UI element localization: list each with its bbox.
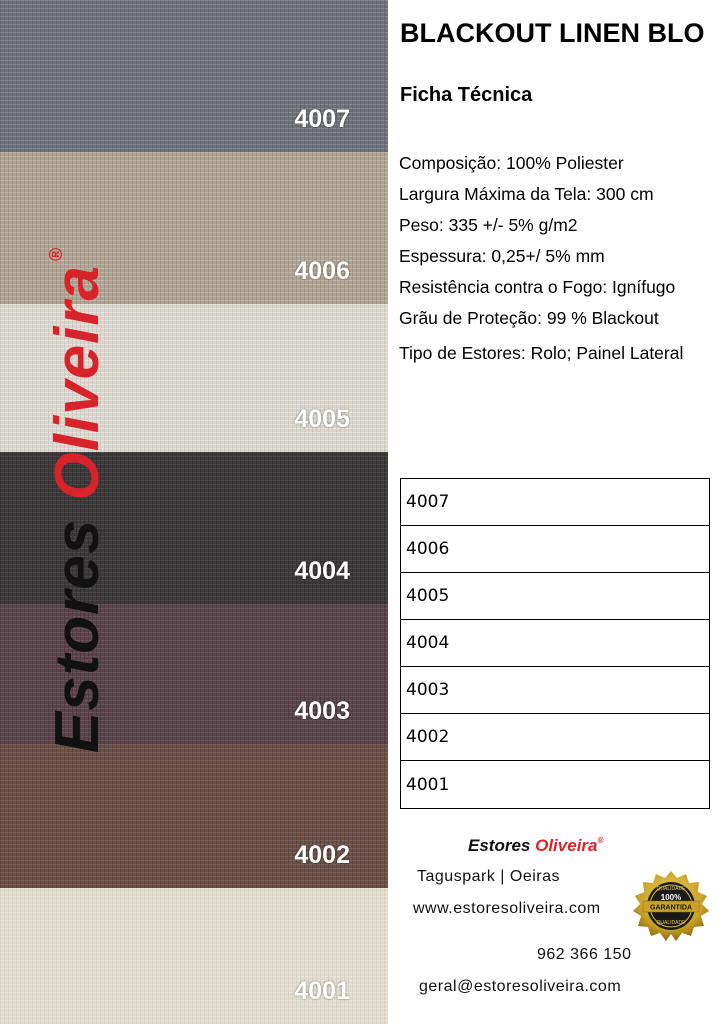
registered-mark: ® — [46, 246, 66, 262]
brand-word-oliveira: Oliveira — [43, 265, 112, 501]
swatch-code: 4001 — [294, 977, 350, 1005]
footer-registered-mark: ® — [597, 836, 604, 845]
table-row: 4001 — [406, 774, 450, 795]
swatch-4001 — [0, 888, 388, 1024]
seal-main-text: GARANTIDA — [650, 904, 692, 912]
website-link[interactable]: www.estoresoliveira.com — [413, 900, 601, 917]
product-title: BLACKOUT LINEN BLO — [400, 18, 705, 48]
spec-fire-resistance: Resistência contra o Fogo: Ignífugo — [399, 277, 676, 297]
swatch-4002 — [0, 744, 388, 888]
swatch-code: 4003 — [294, 697, 350, 725]
seal-top-text: QUALIDADE — [656, 886, 686, 892]
brand-word-estores: Estores — [43, 518, 112, 754]
phone-number: 962 366 150 — [537, 946, 632, 963]
swatch-4007 — [0, 0, 388, 152]
spec-protection: Grãu de Proteção: 99 % Blackout — [399, 308, 659, 328]
color-codes-table — [400, 478, 710, 809]
brand-logo-vertical — [43, 246, 112, 754]
spec-thickness: Espessura: 0,25+/ 5% mm — [399, 246, 605, 266]
footer-brand-word-oliveira: Oliveira — [535, 836, 598, 855]
spec-composition: Composição: 100% Poliester — [399, 153, 624, 173]
swatch-code: 4006 — [294, 257, 350, 285]
table-row: 4002 — [401, 714, 709, 761]
spec-blind-types: Tipo de Estores: Rolo; Painel Lateral — [399, 343, 684, 363]
email-link[interactable]: geral@estoresoliveira.com — [419, 978, 622, 995]
table-row: 4007 — [401, 479, 709, 526]
seal-percent: 100% — [660, 893, 682, 902]
footer-brand-logo — [468, 836, 603, 856]
swatch-code: 4002 — [294, 841, 350, 869]
location-text: Taguspark | Oeiras — [417, 868, 560, 885]
spec-weight: Peso: 335 +/- 5% g/m2 — [399, 215, 578, 235]
swatch-code: 4004 — [294, 557, 350, 585]
quality-seal-icon — [629, 870, 713, 944]
swatch-code: 4005 — [294, 405, 350, 433]
footer-brand-word-estores: Estores — [468, 836, 531, 855]
table-row: 4006 — [401, 526, 709, 573]
spec-max-width: Largura Máxima da Tela: 300 cm — [399, 184, 654, 204]
table-row: 4003 — [401, 667, 709, 714]
seal-bottom-text: QUALIDADE — [656, 920, 686, 926]
table-row: 4004 — [401, 620, 709, 667]
table-row: 4005 — [401, 573, 709, 620]
section-title: Ficha Técnica — [400, 84, 533, 106]
swatch-code: 4007 — [294, 105, 350, 133]
